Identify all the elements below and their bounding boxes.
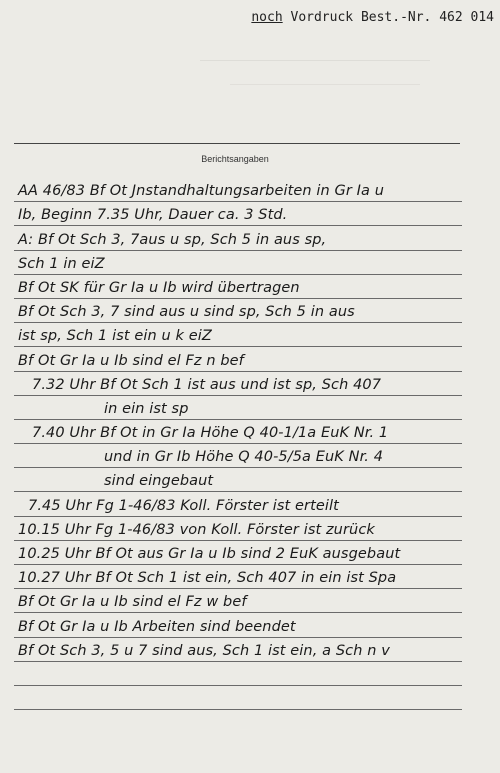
report-line [14,638,462,662]
report-line-text: Ib, Beginn 7.35 Uhr, Dauer ca. 3 Std. [18,207,288,224]
report-line [14,178,462,202]
report-line-text: Sch 1 in eiZ [18,255,105,272]
report-line [14,299,462,323]
report-line-text: Bf Ot Gr Ia u Ib sind el Fz n bef [18,352,244,369]
report-line-text: Bf Ot Gr Ia u Ib Arbeiten sind beendet [18,618,296,635]
report-line [14,565,462,589]
report-line [14,686,462,710]
report-line-text: in ein ist sp [104,400,189,417]
report-lines [14,178,462,710]
report-line [14,662,462,686]
report-line [14,541,462,565]
report-line [14,202,462,226]
report-line-text: 10.25 Uhr Bf Ot aus Gr Ia u Ib sind 2 EuK ausgebaut [18,546,401,562]
report-line [14,226,462,250]
report-line-text: 10.15 Uhr Fg 1-46/83 von Koll. Förster ist zurück [18,521,375,538]
section-title: Berichtsangaben [201,154,269,164]
report-line-text: 7.32 Uhr Bf Ot Sch 1 ist aus und ist sp, Sch 407 [32,376,382,393]
report-line [14,444,462,468]
report-line-text: Bf Ot Sch 3, 7 sind aus u sind sp, Sch 5 in aus [18,304,355,321]
report-line [14,468,462,492]
report-line-text: 7.40 Uhr Bf Ot in Gr Ia Höhe Q 40-1/1a EuK Nr. 1 [32,425,389,442]
report-line-text: A: Bf Ot Sch 3, 7aus u sp, Sch 5 in aus sp, [18,231,327,248]
report-line [14,275,462,299]
show-through-mark [200,60,430,69]
report-line-text: Bf Ot Gr Ia u Ib sind el Fz w bef [18,594,247,611]
report-line [14,396,462,420]
report-line-text: ist sp, Sch 1 ist ein u k eiZ [18,328,212,345]
form-number-header [251,10,494,25]
report-line-text: und in Gr Ib Höhe Q 40-5/5a EuK Nr. 4 [104,449,384,466]
report-line-text: Bf Ot SK für Gr Ia u Ib wird übertragen [18,279,300,296]
report-line [14,613,462,637]
report-line [14,372,462,396]
show-through-mark [230,84,420,93]
header-form-number: Vordruck Best.-Nr. 462 014 [290,10,494,25]
report-line [14,347,462,371]
report-line [14,420,462,444]
report-line [14,251,462,275]
report-line-text: 10.27 Uhr Bf Ot Sch 1 ist ein, Sch 407 in ein ist Spa [18,570,397,587]
header-prefix: noch [251,10,283,25]
report-line-text: 7.45 Uhr Fg 1-46/83 Koll. Förster ist erteilt [28,497,339,514]
report-line [14,517,462,541]
report-line-text: AA 46/83 Bf Ot Jnstandhaltungsarbeiten in Gr Ia u [18,183,385,200]
report-line-text: sind eingebaut [104,473,214,490]
section-top-rule [14,143,460,144]
report-line [14,589,462,613]
report-line [14,492,462,516]
report-line [14,323,462,347]
report-line-text: Bf Ot Sch 3, 5 u 7 sind aus, Sch 1 ist ein, a Sch n v [18,642,390,659]
